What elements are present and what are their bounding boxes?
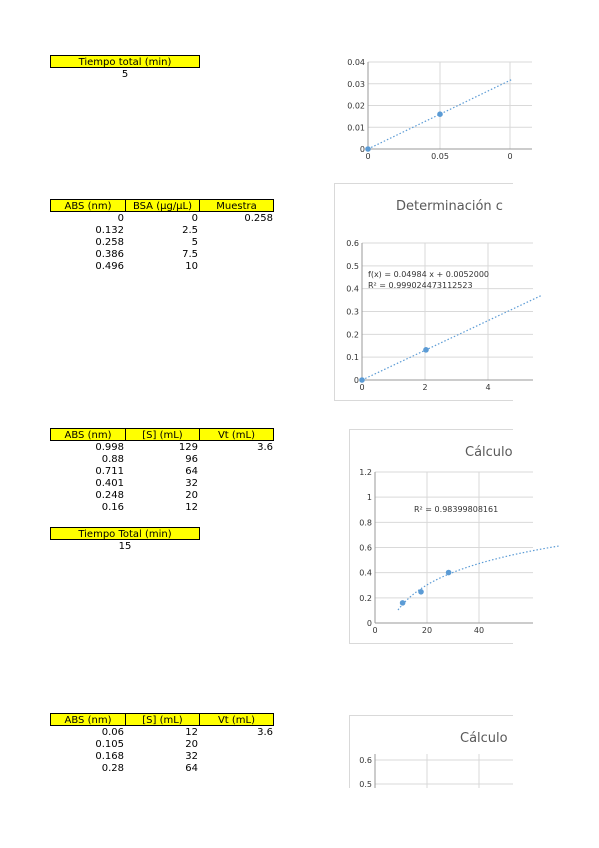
x-tick-label: 40 bbox=[473, 626, 485, 635]
trendline bbox=[362, 296, 541, 380]
table-cell-value: 20 bbox=[185, 490, 198, 501]
substrate-header: [S] (mL) bbox=[125, 713, 200, 726]
table-cell-abs: 0.16 bbox=[101, 502, 124, 513]
table-cell-abs: 0.248 bbox=[95, 490, 124, 501]
table-cell-abs: 0.258 bbox=[95, 237, 124, 248]
table-cell-value: 5 bbox=[191, 237, 198, 248]
y-tick-label: 0.6 bbox=[346, 239, 359, 248]
x-tick-label: 20 bbox=[421, 626, 433, 635]
chart-3 bbox=[349, 429, 513, 644]
tiempo-total-header: Tiempo total (min) bbox=[50, 55, 200, 68]
table-cell-abs: 0.06 bbox=[101, 727, 124, 738]
table-cell-value: 7.5 bbox=[182, 249, 198, 260]
chart-4-svg bbox=[350, 716, 513, 788]
table-cell-abs: 0.711 bbox=[95, 466, 124, 477]
table-cell-abs: 0 bbox=[117, 213, 124, 224]
trendline-equation: f(x) = 0.04984 x + 0.0052000 bbox=[368, 270, 489, 279]
data-point bbox=[418, 589, 424, 595]
y-tick-label: 0.6 bbox=[359, 543, 372, 553]
tiempo-total-value: 5 bbox=[121, 69, 129, 80]
data-point bbox=[359, 377, 365, 383]
r-squared: R² = 0.98399808161 bbox=[414, 505, 499, 514]
y-tick-label: 0.2 bbox=[346, 330, 359, 340]
data-point bbox=[446, 570, 452, 576]
y-tick-label: 0.8 bbox=[359, 518, 372, 528]
y-tick-label: 0.6 bbox=[359, 756, 372, 765]
x-tick-label: 4 bbox=[485, 383, 491, 392]
data-point bbox=[365, 146, 371, 152]
y-tick-label: 0.2 bbox=[359, 593, 372, 603]
x-tick-label: 0 bbox=[365, 152, 371, 161]
x-tick-label: 0.05 bbox=[431, 152, 449, 161]
x-tick-label: 0 bbox=[372, 626, 378, 635]
abs-header: ABS (nm) bbox=[50, 713, 126, 726]
chart-1-svg bbox=[334, 48, 512, 166]
data-point bbox=[400, 600, 406, 606]
chart-title: Cálculo bbox=[465, 445, 513, 460]
y-tick-label: 1 bbox=[366, 493, 372, 503]
vt-header: Vt (mL) bbox=[199, 713, 274, 726]
x-tick-label: 0 bbox=[507, 152, 513, 161]
r-squared: R² = 0.999024473112523 bbox=[368, 281, 473, 290]
table-cell-abs: 0.998 bbox=[95, 442, 124, 453]
tiempo-total-value: 15 bbox=[118, 541, 132, 552]
muestra-header: Muestra bbox=[199, 199, 274, 212]
chart-title: Determinación c bbox=[396, 199, 503, 214]
y-tick-label: 0.4 bbox=[346, 284, 359, 294]
y-tick-label: 0.03 bbox=[347, 79, 365, 89]
x-tick-label: 2 bbox=[422, 383, 428, 392]
y-tick-label: 0.01 bbox=[347, 123, 365, 133]
y-tick-label: 0.02 bbox=[347, 101, 365, 111]
substrate-header: [S] (mL) bbox=[125, 428, 200, 441]
table-cell-value: 12 bbox=[185, 727, 198, 738]
data-point bbox=[423, 347, 429, 353]
y-tick-label: 0.5 bbox=[359, 780, 372, 789]
y-tick-label: 0.5 bbox=[346, 261, 359, 271]
table-cell-value: 129 bbox=[178, 442, 198, 453]
table-cell-abs: 0.105 bbox=[95, 739, 124, 750]
muestra-value: 0.258 bbox=[244, 213, 273, 224]
abs-header: ABS (nm) bbox=[50, 199, 126, 212]
vt-value: 3.6 bbox=[257, 727, 273, 738]
chart-1 bbox=[334, 48, 512, 166]
table-cell-abs: 0.386 bbox=[95, 249, 124, 260]
y-tick-label: 0 bbox=[359, 145, 365, 154]
table-cell-value: 20 bbox=[185, 739, 198, 750]
y-tick-label: 0.3 bbox=[346, 307, 359, 317]
y-tick-label: 0 bbox=[353, 376, 359, 385]
chart-2 bbox=[334, 183, 513, 401]
table-cell-abs: 0.401 bbox=[95, 478, 124, 489]
table-cell-value: 32 bbox=[185, 478, 198, 489]
table-cell-value: 32 bbox=[185, 751, 198, 762]
chart-4 bbox=[349, 715, 513, 788]
x-tick-label: 0 bbox=[359, 383, 365, 392]
y-tick-label: 0.04 bbox=[347, 58, 365, 67]
vt-value: 3.6 bbox=[257, 442, 273, 453]
vt-header: Vt (mL) bbox=[199, 428, 274, 441]
abs-header: ABS (nm) bbox=[50, 428, 126, 441]
y-tick-label: 0 bbox=[366, 619, 372, 628]
y-tick-label: 1.2 bbox=[359, 468, 372, 477]
tiempo-total-header: Tiempo Total (min) bbox=[50, 527, 200, 540]
table-cell-abs: 0.496 bbox=[95, 261, 124, 272]
table-cell-value: 2.5 bbox=[182, 225, 198, 236]
table-cell-value: 64 bbox=[185, 763, 198, 774]
table-cell-value: 12 bbox=[185, 502, 198, 513]
chart-title: Cálculo bbox=[460, 731, 508, 746]
chart-3-svg bbox=[350, 430, 513, 643]
table-cell-abs: 0.168 bbox=[95, 751, 124, 762]
table-cell-value: 64 bbox=[185, 466, 198, 477]
y-tick-label: 0.1 bbox=[346, 353, 359, 363]
table-cell-value: 0 bbox=[191, 213, 198, 224]
y-tick-label: 0.4 bbox=[359, 568, 372, 578]
table-cell-value: 10 bbox=[185, 261, 198, 272]
table-cell-abs: 0.88 bbox=[101, 454, 124, 465]
table-cell-abs: 0.28 bbox=[101, 763, 124, 774]
data-point bbox=[437, 111, 443, 117]
table-cell-abs: 0.132 bbox=[95, 225, 124, 236]
table-cell-value: 96 bbox=[185, 454, 198, 465]
chart-2-svg bbox=[335, 184, 513, 400]
bsa-header: BSA (μg/μL) bbox=[125, 199, 200, 212]
